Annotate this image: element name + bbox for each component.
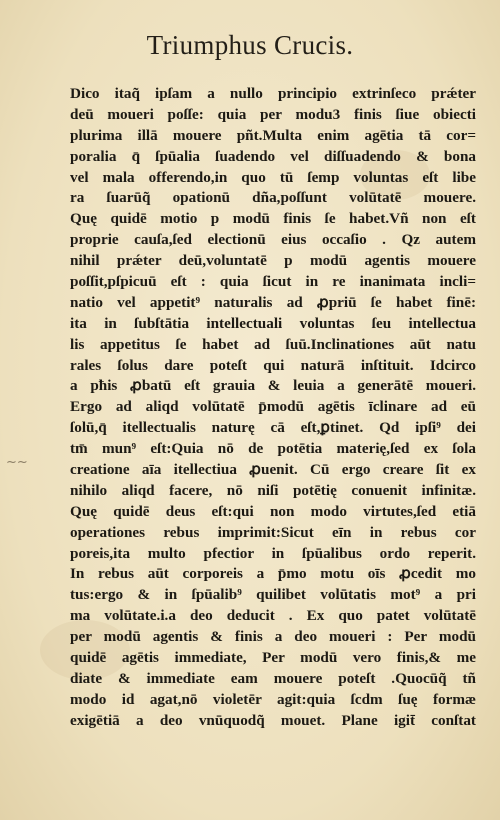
text-line: proprie cauſa,ſed electionū eius occaſio . Qz autem [70,231,476,249]
text-line: tm̄ mun⁹ eſt:Quia nō de potētia materię,ſed ex ſola [70,440,476,458]
text-line: ſolū,q̄ itellectualis naturę cā eſt,ꝑtinet. Qd ipſi⁹ dei [70,419,476,437]
text-line: Quę quidē motio p modū finis ſe habet.Vñ non eſt [70,210,476,228]
text-line: Quę quidē deus eſt:qui non modo virtutes,ſed etiā [70,502,476,520]
text-line: lis appetitus ſe habet ad ſuū.Inclinationes aūt natu [70,335,476,353]
text-line: rales ſolus dare poteſt qui naturā inſtituit. Idcirco [70,356,476,374]
text-line: operationes rebus imprimit:Sicut eīn in rebus cor [70,523,476,541]
text-line: In rebus aūt corporeis a p̄mo motu oīs ꝓcedit mo [70,565,476,583]
text-line: poreis,ita multo pfectior in ſpūalibus ordo reperit. [70,544,476,562]
text-line: modo id agat,nō violetēr agit:quia ſcdm ſuę formæ [70,690,476,708]
text-line: nihil prǽter deū,voluntatē p modū agentis mouere [70,252,476,270]
text-line: per modū agentis & finis a deo moueri : Per modū [70,628,476,646]
text-line: ita in ſubſtātia intellectuali voluntas ſeu intellectua [70,314,476,332]
running-title: Triumphus Crucis. [146,30,354,60]
text-line: a pħis ꝓbatū eſt grauia & leuia a generātē moueri. [70,377,476,395]
text-line: deū moueri poſſe: quia per modu3 finis ſiue obiecti [70,105,476,123]
text-line: diate & immediate eam mouere poteſt .Quocūq͂ tñ [70,669,476,687]
text-line: vel mala offerendo,in quo tū ſemp voluntas eſt libe [70,168,476,186]
text-line: Dico itaq͂ ipſam a nullo principio extrinſeco prǽter [70,85,476,102]
text-line: quidē agētis immediate, Per modū vero finis,& me [70,649,476,667]
text-line: natio vel appetit⁹ naturalis ad ꝓpriū ſe habet finē: [70,293,476,311]
text-line: creatione aīa itellectiua ꝓuenit. Cū ergo creare ſit ex [70,461,476,479]
text-line: tus:ergo & in ſpūalib⁹ quilibet volūtatis mot⁹ a pri [70,586,476,604]
text-line: plurima illā mouere pñt.Multa enim agētia tā cor= [70,126,476,144]
text-line: Ergo ad aliqd volūtatē p̄modū agētis īclinare ad eū [70,398,476,416]
text-line: nihilo aliqd facere, nō niſi potētię conuenit infinitæ. [70,481,476,499]
text-line: ma volūtate.i.a deo deducit . Ex quo patet volūtatē [70,607,476,625]
margin-mark: ~~ [6,455,28,470]
text-line: exigētiā a deo vnūquodq͂ mouet. Plane igit̄ conſtat [70,711,476,729]
text-block [70,84,476,732]
text-line: ra ſuarūq͂ opationū dña,poſſunt volūtatē mouere. [70,189,476,207]
text-line: poralia q̄ ſpūalia ſuadendo vel diſſuadendo & bona [70,147,476,165]
text-line: poſſit,pſpicuū eſt : quia ſicut in re inanimata incli= [70,273,476,291]
